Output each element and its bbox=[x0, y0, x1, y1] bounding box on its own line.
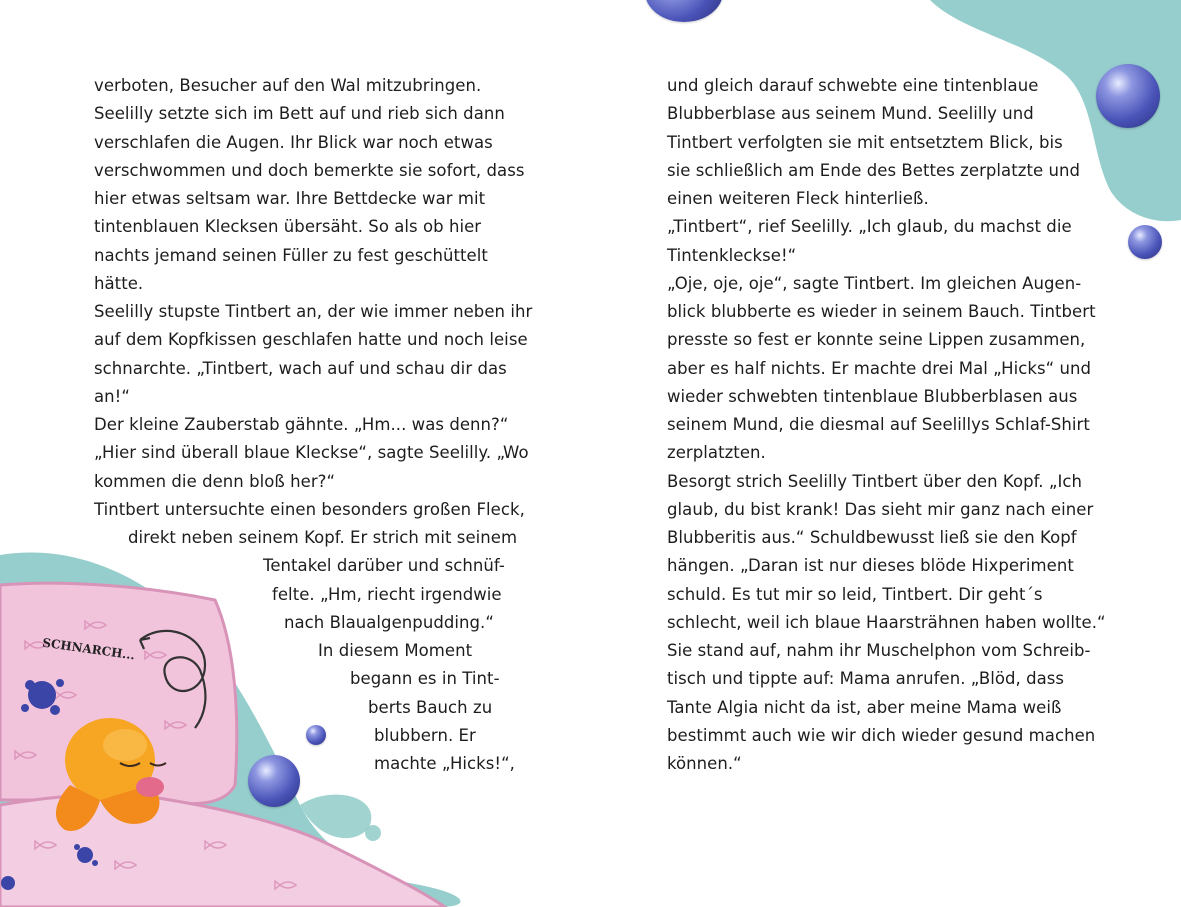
text-line: tintenblauen Klecksen übersäht. So als ob hier bbox=[94, 217, 482, 236]
text-line: an!“ bbox=[94, 387, 130, 406]
left-page bbox=[0, 0, 590, 907]
text-line: Tintenkleckse!“ bbox=[667, 246, 797, 265]
text-line: schnarchte. „Tintbert, wach auf und schau dir das bbox=[94, 359, 507, 378]
text-line: Besorgt strich Seelilly Tintbert über den Kopf. „Ich bbox=[667, 472, 1083, 491]
text-line: blick blubberte es wieder in seinem Bauch. Tintbert bbox=[667, 302, 1096, 321]
bubble-icon bbox=[1096, 64, 1160, 128]
text-line: In diesem Moment bbox=[318, 641, 473, 660]
text-line: verschlafen die Augen. Ihr Blick war noch etwas bbox=[94, 133, 493, 152]
text-line: schlecht, weil ich blaue Haarsträhnen haben wollte.“ bbox=[667, 613, 1106, 632]
text-line: Sie stand auf, nahm ihr Muschelphon vom Schreib- bbox=[667, 641, 1091, 660]
text-line: blubbern. Er bbox=[374, 726, 476, 745]
text-line: Blubberblase aus seinem Mund. Seelilly und bbox=[667, 104, 1034, 123]
text-line: Tintbert untersuchte einen besonders großen Fleck, bbox=[94, 500, 525, 519]
text-line: Tante Algia nicht da ist, aber meine Mama weiß bbox=[667, 698, 1062, 717]
text-line: verschwommen und doch bemerkte sie sofort, dass bbox=[94, 161, 525, 180]
text-line: hier etwas seltsam war. Ihre Bettdecke war mit bbox=[94, 189, 486, 208]
text-line: kommen die denn bloß her?“ bbox=[94, 472, 336, 491]
text-line: berts Bauch zu bbox=[368, 698, 493, 717]
text-line: seinem Mund, die diesmal auf Seelillys Schlaf-Shirt bbox=[667, 415, 1090, 434]
bubble-icon bbox=[306, 725, 326, 745]
text-line: aber es half nichts. Er machte drei Mal „Hicks“ und bbox=[667, 359, 1092, 378]
text-line: Seelilly setzte sich im Bett auf und rieb sich dann bbox=[94, 104, 505, 123]
text-line: Blubberitis aus.“ Schuldbewusst ließ sie den Kopf bbox=[667, 528, 1077, 547]
text-line: „Tintbert“, rief Seelilly. „Ich glaub, du machst die bbox=[667, 217, 1072, 236]
text-line: Tentakel darüber und schnüf- bbox=[263, 556, 505, 575]
text-line: felte. „Hm, riecht irgendwie bbox=[272, 585, 502, 604]
text-line: wieder schwebten tintenblaue Blubberblasen aus bbox=[667, 387, 1078, 406]
text-line: und gleich darauf schwebte eine tintenblaue bbox=[667, 76, 1039, 95]
right-page bbox=[590, 0, 1181, 907]
text-line: nach Blaualgenpudding.“ bbox=[284, 613, 494, 632]
text-line: tisch und tippte auf: Mama anrufen. „Blöd, dass bbox=[667, 669, 1065, 688]
text-line: direkt neben seinem Kopf. Er strich mit seinem bbox=[128, 528, 518, 547]
text-line: hängen. „Daran ist nur dieses blöde Hixperiment bbox=[667, 556, 1074, 575]
text-line: Tintbert verfolgten sie mit entsetztem Blick, bis bbox=[667, 133, 1063, 152]
text-line: „Oje, oje, oje“, sagte Tintbert. Im gleichen Augen- bbox=[667, 274, 1082, 293]
text-line: machte „Hicks!“, bbox=[374, 754, 515, 773]
bubble-icon bbox=[248, 755, 300, 807]
text-line: können.“ bbox=[667, 754, 742, 773]
text-line: glaub, du bist krank! Das sieht mir ganz nach einer bbox=[667, 500, 1094, 519]
text-line: schuld. Es tut mir so leid, Tintbert. Dir geht´s bbox=[667, 585, 1043, 604]
bubble-icon bbox=[1128, 225, 1162, 259]
text-line: presste so fest er konnte seine Lippen zusammen, bbox=[667, 330, 1086, 349]
text-line: sie schließlich am Ende des Bettes zerplatzte und bbox=[667, 161, 1081, 180]
text-line: einen weiteren Fleck hinterließ. bbox=[667, 189, 929, 208]
text-line: auf dem Kopfkissen geschlafen hatte und noch leise bbox=[94, 330, 528, 349]
bubble-icon bbox=[645, 0, 723, 22]
text-line: begann es in Tint- bbox=[350, 669, 500, 688]
text-line: nachts jemand seinen Füller zu fest geschüttelt bbox=[94, 246, 488, 265]
text-line: bestimmt auch wie wir dich wieder gesund machen bbox=[667, 726, 1096, 745]
snore-caption: SCHNARCH... bbox=[41, 635, 136, 663]
text-line: Seelilly stupste Tintbert an, der wie immer neben ihr bbox=[94, 302, 533, 321]
text-line: Der kleine Zauberstab gähnte. „Hm... was denn?“ bbox=[94, 415, 509, 434]
text-line: verboten, Besucher auf den Wal mitzubringen. bbox=[94, 76, 482, 95]
text-line: zerplatzten. bbox=[667, 443, 766, 462]
text-line: „Hier sind überall blaue Kleckse“, sagte Seelilly. „Wo bbox=[94, 443, 529, 462]
text-line: hätte. bbox=[94, 274, 144, 293]
